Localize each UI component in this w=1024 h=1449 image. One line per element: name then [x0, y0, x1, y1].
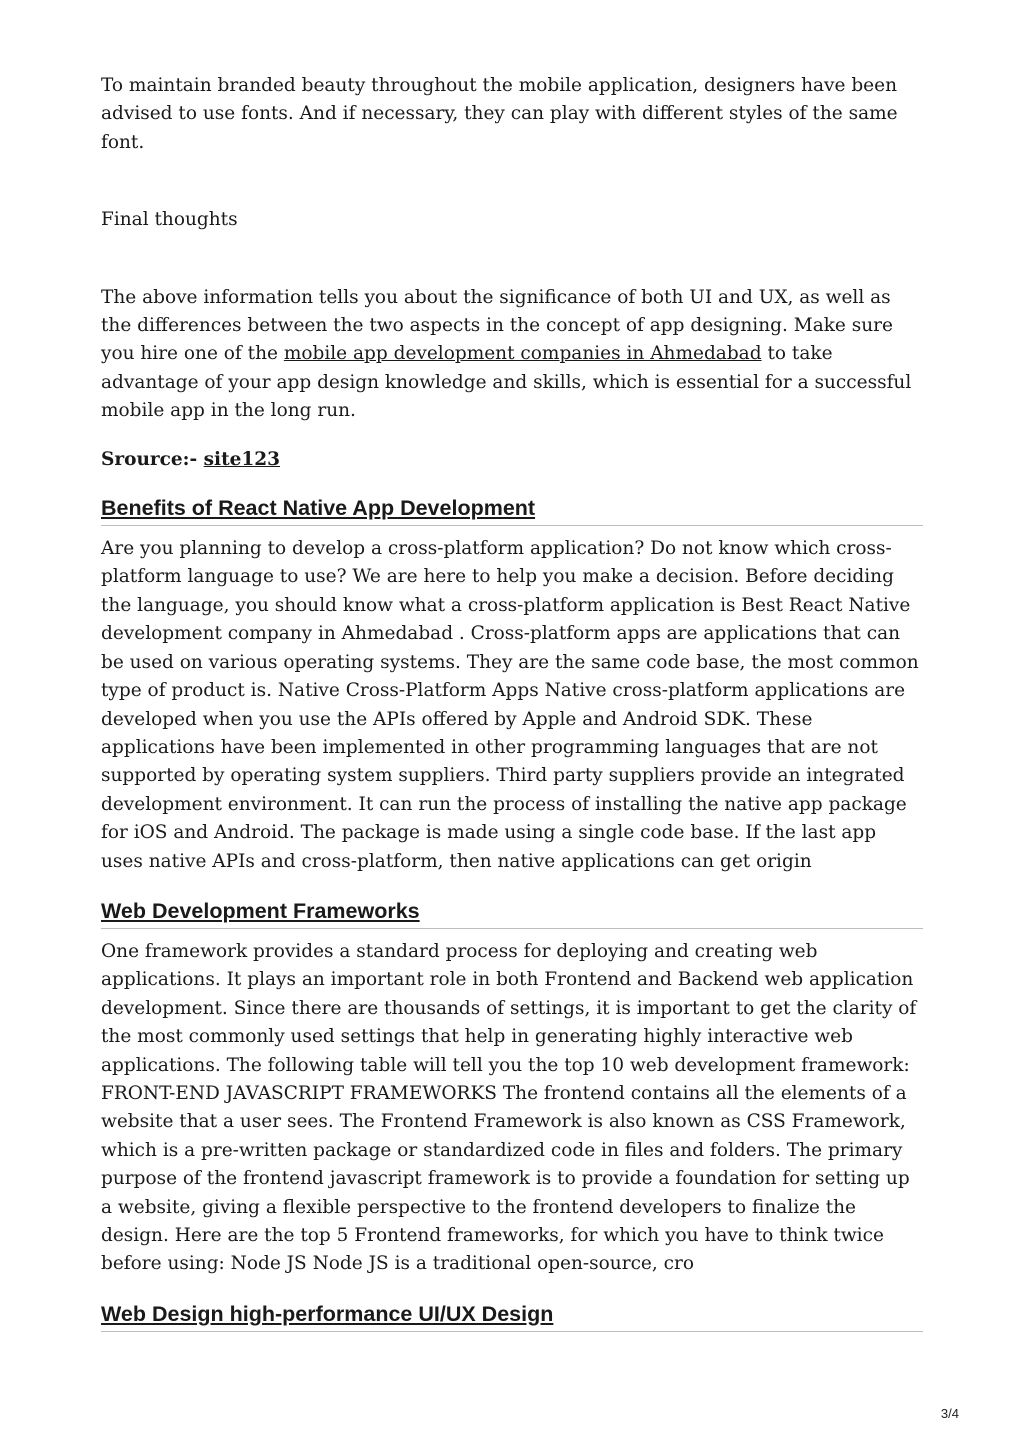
final-thoughts-paragraph: [101, 284, 923, 426]
article-title-link-web-frameworks[interactable]: Web Development Frameworks: [101, 898, 420, 923]
final-thoughts-heading: Final thoughts: [101, 209, 238, 231]
source-line: [101, 446, 923, 474]
article-body-web-frameworks: One framework provides a standard process for deploying and creating web applications. It plays an important role in both Frontend and Backend web application development. Since there are thousands of settings, it is important to get the clarity of the most commonly used settings that help in generating highly interactive web applications. The following table will tell you the top 10 web development framework: FRONT-END JAVASCRIPT FRAMEWORKS The frontend contains all the elements of a website that a user sees. The Frontend Framework is also known as CSS Framework, which is a pre-written package or standardized code in files and folders. The primary purpose of the frontend javascript framework is to provide a foundation for setting up a website, giving a flexible perspective to the frontend developers to finalize the design. Here are the top 5 Frontend frameworks, for which you have to think twice before using: Node JS Node JS is a traditional open-source, cro: [101, 940, 917, 1275]
source-link[interactable]: site123: [203, 448, 281, 470]
article-heading-web-frameworks: [101, 897, 923, 929]
final-thoughts-text-before-link: The above information tells you about the significance of both UI and UX, as well as the differences between the two aspects in the concept of app designing. Make sure you hire one of the: [101, 286, 893, 365]
ahmedabad-companies-link[interactable]: mobile app development companies in Ahmedabad: [283, 343, 762, 365]
article-heading-react-native: [101, 494, 923, 526]
final-thoughts-text-after-link: to take advantage of your app design knowledge and skills, which is essential for a successful mobile app in the long run.: [101, 343, 912, 422]
intro-paragraph: To maintain branded beauty throughout the mobile application, designers have been advised to use fonts. And if necessary, they can play with different styles of the same font.: [101, 75, 898, 153]
document-page: [101, 72, 923, 1341]
article-title-link-ui-ux-design[interactable]: Web Design high-performance UI/UX Design: [101, 1301, 554, 1326]
source-label: Srource:-: [101, 448, 204, 470]
page-number: 3/4: [940, 1406, 959, 1421]
article-title-link-react-native[interactable]: Benefits of React Native App Development: [101, 496, 536, 521]
article-heading-ui-ux-design: [101, 1300, 923, 1332]
article-body-react-native: Are you planning to develop a cross-platform application? Do not know which cross-platform language to use? We are here to help you make a decision. Before deciding the language, you should know what a cross-platform application is Best React Native development company in Ahmedabad . Cross-platform apps are applications that can be used on various operating systems. They are the same code base, the most common type of product is. Native Cross-Platform Apps Native cross-platform applications are developed when you use the APIs offered by Apple and Android SDK. These applications have been implemented in other programming languages that are not supported by operating system suppliers. Third party suppliers provide an integrated development environment. It can run the process of installing the native app package for iOS and Android. The package is made using a single code base. If the last app uses native APIs and cross-platform, then native applications can get origin: [101, 538, 919, 872]
